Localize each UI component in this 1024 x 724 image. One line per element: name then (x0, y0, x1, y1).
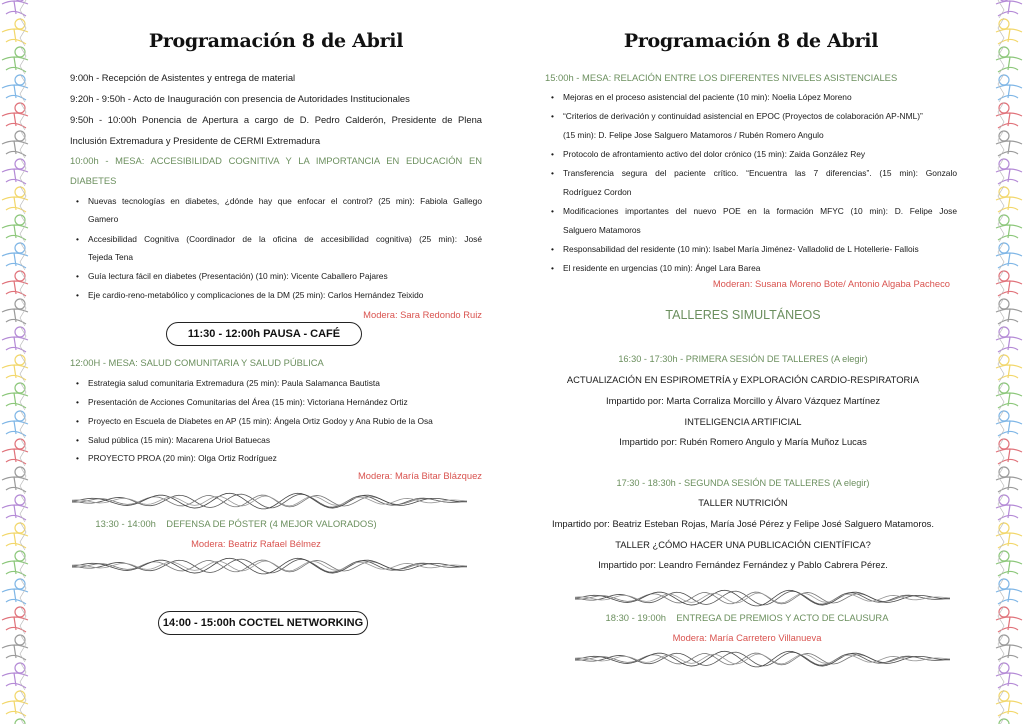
person-figure-icon (996, 550, 1022, 578)
person-figure-icon (2, 270, 28, 298)
page-title: Programación 8 de Abril (623, 30, 879, 52)
workshop-session-heading: 16:30 - 17:30h - PRIMERA SESIÓN DE TALLERES (A elegir) (618, 354, 868, 364)
section-heading: 12:00H - MESA: SALUD COMUNITARIA Y SALUD PÚBLICA (70, 357, 324, 368)
moderator: Modera: Beatriz Rafael Bélmez (191, 538, 321, 549)
bullet-icon: • (76, 435, 79, 445)
moderator: Moderan: Susana Moreno Bote/ Antonio Algaba Pacheco (712, 278, 950, 289)
bullet-icon: • (76, 271, 79, 281)
bullet-icon: • (551, 149, 554, 159)
schedule-item: 9:00h - Recepción de Asistentes y entrega de material (70, 72, 296, 83)
program-page-right: Programación 8 de Abril 15:00h - MESA: RELACIÓN ENTRE LOS DIFERENTES NIVELES ASISTENCIALES • Mejoras en el proceso asistencial del paciente (10 min): Noelia López Moreno • “Criterios de derivación y continuidad asistencial en EPOC (Proyectos de colaboración AP-NML)” (15 min): D. Felipe Jose Salguero Matamoros / Rubén Romero Angulo • Protocolo de afrontamiento activo del dolor crónico (15 min): Zaida González Rey • Transferencia segura del paciente crítico. “Encuentra las 7 diferencias”. (15 min): Gonzalo Rodríguez Cordon • Modificaciones importantes del nuevo POE en la formación MFYC (10 min): D. Felipe Jose Salguero Matamoros • Responsabilidad del residente (10 min): Isabel María Jiménez- Valladolid de L Hotellerie- Fallois • El residente en urgencias (10 min): Ángel Lara Barea Moderan: Susana Moreno Bote/ Antonio Algaba Pacheco TALLERES SIMULTÁNEOS 16:30 - 17:30h - PRIMERA SESIÓN DE TALLERES (A elegir) ACTUALIZACIÓN EN ESPIROMETRÍA y EXPLORACIÓN CARDIO-RESPIRATORIA Impartido por: Marta Corraliza Morcillo y Álvaro Vázquez Martínez INTELIGENCIA ARTIFICIAL Impartido por: Rubén Romero Angulo y María Muñoz Lucas 17:30 - 18:30h - SEGUNDA SESIÓN DE TALLERES (A elegir) TALLER NUTRICIÓN Impartido por: Beatriz Esteban Rojas, María José Pérez y Felipe José Salguero Matamoros. TALLER ¿CÓMO HACER UNA PUBLICACIÓN CIENTÍFICA? Impartido por: Leandro Fernández Fernández y Pablo Cabrera Pérez. 18:30 - 19:00h ENTREGA DE PREMIOS Y ACTO DE CLAUSURA Modera: María Carretero Villanueva (545, 0, 957, 724)
section-heading-continued: DIABETES (70, 175, 117, 186)
person-figure-icon (996, 718, 1022, 724)
workshop-instructors: Impartido por: Leandro Fernández Fernández y Pablo Cabrera Pérez. (598, 559, 888, 570)
person-figure-icon (996, 214, 1022, 242)
coffee-break-badge: 11:30 - 12:00h PAUSA - CAFÉ (166, 322, 362, 346)
person-figure-icon (2, 214, 28, 242)
people-illustration-border-right (984, 0, 1024, 724)
person-figure-icon (996, 102, 1022, 130)
person-figure-icon (2, 690, 28, 718)
bullet-icon: • (76, 416, 79, 426)
schedule-item: 9:50h - 10:00h Ponencia de Apertura a cargo de D. Pedro Calderón, Presidente de Plena (70, 114, 482, 125)
bullet-icon: • (76, 397, 79, 407)
person-figure-icon (2, 102, 28, 130)
person-figure-icon (996, 354, 1022, 382)
person-figure-icon (2, 0, 28, 18)
workshop-title: TALLER NUTRICIÓN (698, 497, 788, 508)
bullet-icon: • (76, 453, 79, 463)
person-figure-icon (2, 326, 28, 354)
person-figure-icon (2, 130, 28, 158)
person-figure-icon (996, 382, 1022, 410)
person-figure-icon (996, 46, 1022, 74)
person-figure-icon (996, 410, 1022, 438)
workshop-instructors: Impartido por: Marta Corraliza Morcillo y Álvaro Vázquez Martínez (605, 395, 881, 406)
bullet-icon: • (551, 206, 554, 216)
person-figure-icon (2, 578, 28, 606)
person-figure-icon (2, 662, 28, 690)
person-figure-icon (2, 550, 28, 578)
wave-strand (72, 494, 467, 508)
person-figure-icon (996, 634, 1022, 662)
person-figure-icon (2, 718, 28, 724)
poster-time: 13:30 - 14:00h (95, 518, 156, 529)
person-figure-icon (996, 326, 1022, 354)
closing-ceremony (541, 612, 953, 624)
workshop-session-heading: 17:30 - 18:30h - SEGUNDA SESIÓN DE TALLERES (A elegir) (616, 478, 870, 488)
person-figure-icon (996, 690, 1022, 718)
wave-divider (575, 648, 950, 670)
person-figure-icon (2, 438, 28, 466)
person-figure-icon (2, 158, 28, 186)
section-heading: 10:00h - MESA: ACCESIBILIDAD COGNITIVA Y LA IMPORTANCIA EN EDUCACIÓN EN (70, 155, 482, 166)
workshop-title: TALLER ¿CÓMO HACER UNA PUBLICACIÓN CIENTÍFICA? (615, 539, 871, 550)
workshop-title: INTELIGENCIA ARTIFICIAL (684, 416, 802, 427)
person-figure-icon (996, 578, 1022, 606)
person-figure-icon (2, 410, 28, 438)
networking-badge: 14:00 - 15:00h COCTEL NETWORKING (158, 611, 368, 635)
workshop-instructors: Impartido por: Rubén Romero Angulo y María Muñoz Lucas (619, 436, 867, 447)
section-heading: 15:00h - MESA: RELACIÓN ENTRE LOS DIFERENTES NIVELES ASISTENCIALES (545, 72, 898, 83)
person-figure-icon (996, 606, 1022, 634)
bullet-icon: • (551, 111, 554, 121)
person-figure-icon (996, 270, 1022, 298)
workshop-title: ACTUALIZACIÓN EN ESPIROMETRÍA y EXPLORACIÓN CARDIO-RESPIRATORIA (566, 374, 920, 385)
moderator: Modera: María Bitar Blázquez (357, 470, 482, 481)
wave-strand (575, 652, 950, 666)
bullet-icon: • (551, 168, 554, 178)
schedule-item-continued: Inclusión Extremadura y Presidente de CERMI Extremadura (70, 135, 321, 146)
person-figure-icon (996, 242, 1022, 270)
bullet-icon: • (76, 196, 79, 206)
wave-strand (575, 591, 950, 605)
person-figure-icon (996, 0, 1022, 18)
decorative-border-left (0, 0, 40, 724)
person-figure-icon (2, 242, 28, 270)
bullet-icon: • (551, 244, 554, 254)
person-figure-icon (2, 186, 28, 214)
closing-time: 18:30 - 19:00h (605, 612, 666, 623)
wave-divider (72, 555, 467, 577)
person-figure-icon (2, 494, 28, 522)
person-figure-icon (2, 354, 28, 382)
wave-strand (72, 559, 467, 573)
bullet-icon: • (76, 290, 79, 300)
person-figure-icon (996, 522, 1022, 550)
person-figure-icon (996, 158, 1022, 186)
bullet-icon: • (76, 378, 79, 388)
moderator: Modera: Sara Redondo Ruiz (363, 309, 482, 320)
person-figure-icon (996, 298, 1022, 326)
person-figure-icon (2, 298, 28, 326)
person-figure-icon (2, 634, 28, 662)
program-page-left: Programación 8 de Abril 9:00h - Recepción de Asistentes y entrega de material 9:20h - 9:50h - Acto de Inauguración con presencia de Autoridades Institucionales 9:50h - 10:00h Ponencia de Apertura a cargo de D. Pedro Calderón, Presidente de Plena Inclusión Extremadura y Presidente de CERMI Extremadura 10:00h - MESA: ACCESIBILIDAD COGNITIVA Y LA IMPORTANCIA EN EDUCACIÓN EN DIABETES • Nuevas tecnologías en diabetes, ¿dónde hay que enfocar el control? (25 min): Fabiola Gallego Gamero • Accesibilidad Cognitiva (Coordinador de la oficina de accesibilidad cognitiva) (25 min): José Tejeda Tena • Guía lectura fácil en diabetes (Presentación) (10 min): Vicente Caballero Pajares • Eje cardio-reno-metabólico y complicaciones de la DM (25 min): Carlos Hernández Teixido Modera: Sara Redondo Ruiz 11:30 - 12:00h PAUSA - CAFÉ 12:00H - MESA: SALUD COMUNITARIA Y SALUD PÚBLICA • Estrategia salud comunitaria Extremadura (25 min): Paula Salamanca Bautista • Presentación de Acciones Comunitarias del Área (15 min): Victoriana Hernández Ortiz • Proyecto en Escuela de Diabetes en AP (15 min): Ángela Ortiz Godoy y Ana Rubio de la Osa • Salud pública (15 min): Macarena Uriol Batuecas • PROYECTO PROA (20 min): Olga Ortiz Rodríguez Modera: María Bitar Blázquez 13:30 - 14:00h DEFENSA DE PÓSTER (4 MEJOR VALORADOS) Modera: Beatriz Rafael Bélmez 14:00 - 15:00h COCTEL NETWORKING (70, 0, 482, 724)
poster-label: DEFENSA DE PÓSTER (4 MEJOR VALORADOS) (166, 518, 377, 529)
person-figure-icon (996, 130, 1022, 158)
workshop-instructors: Impartido por: Beatriz Esteban Rojas, María José Pérez y Felipe José Salguero Matamoros. (552, 518, 934, 529)
bullet-icon: • (551, 92, 554, 102)
person-figure-icon (2, 606, 28, 634)
person-figure-icon (2, 466, 28, 494)
person-figure-icon (996, 494, 1022, 522)
person-figure-icon (996, 74, 1022, 102)
person-figure-icon (2, 18, 28, 46)
person-figure-icon (2, 46, 28, 74)
page-title: Programación 8 de Abril (148, 30, 404, 52)
person-figure-icon (996, 466, 1022, 494)
person-figure-icon (2, 74, 28, 102)
people-illustration-border-left (0, 0, 40, 724)
poster-session (30, 518, 442, 530)
wave-divider (72, 490, 467, 512)
workshops-heading: TALLERES SIMULTÁNEOS (665, 308, 821, 322)
closing-label: ENTREGA DE PREMIOS Y ACTO DE CLAUSURA (676, 612, 889, 623)
person-figure-icon (996, 662, 1022, 690)
wave-divider (575, 587, 950, 609)
moderator: Modera: María Carretero Villanueva (672, 632, 822, 643)
person-figure-icon (2, 382, 28, 410)
person-figure-icon (996, 18, 1022, 46)
person-figure-icon (996, 186, 1022, 214)
decorative-border-right (984, 0, 1024, 724)
bullet-icon: • (76, 234, 79, 244)
bullet-icon: • (551, 263, 554, 273)
schedule-item: 9:20h - 9:50h - Acto de Inauguración con presencia de Autoridades Institucionales (70, 93, 410, 104)
person-figure-icon (996, 438, 1022, 466)
person-figure-icon (2, 522, 28, 550)
